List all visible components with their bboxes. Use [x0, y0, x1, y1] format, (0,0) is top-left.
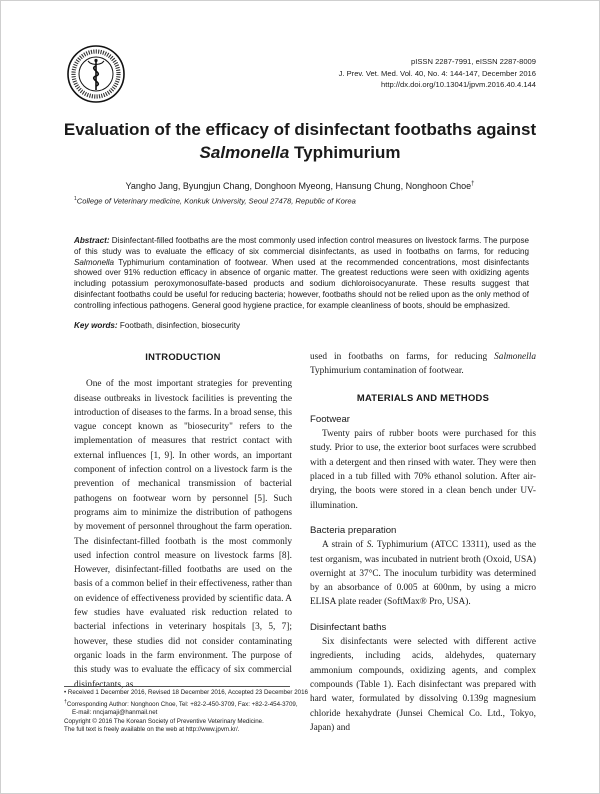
affiliation-mark: 1 — [74, 196, 77, 202]
intro-cont-b: Typhimurium contamination of footwear. — [310, 366, 464, 377]
corresponding-mark: † — [471, 181, 475, 187]
keywords — [74, 321, 240, 330]
footwear-heading: Footwear — [310, 413, 350, 425]
fulltext-availability: The full text is freely available on the web at http://www.jpvm.kr/. — [64, 726, 240, 734]
copyright-notice: Copyright © 2016 The Korean Society of Preventive Veterinary Medicine. — [64, 717, 264, 725]
abstract-text-b: Typhimurium contamination of footwear. When used at the recommended concentrations, most disinfectants showed over 91% reduction efficacy in absence of organic matter. The greatest reductions were seen with oxidizing agents including potassium peroxymonosulfate-based products and sodium dichloroisocyanurate. These results suggest that disinfectant footbaths could be useful for reducing bacteria; however, footbaths should not be relied upon as the only method of controlling infectious pathogens. General good hygiene practice, for example cleanliness of boots, should be emphasized. — [74, 257, 529, 310]
journal-metadata — [339, 56, 536, 91]
issn-line: pISSN 2287-7991, eISSN 2287-8009 — [411, 57, 536, 66]
corresponding-author — [64, 698, 304, 710]
methods-heading: MATERIALS AND METHODS — [356, 391, 490, 403]
article-title — [40, 118, 560, 164]
abstract-text-a: Disinfectant-filled footbaths are the most commonly used infection control measures on livestock farms. The purpose of this study was to evaluate the efficacy of six commercial disinfectants, as used in footbaths on farms, for reducing — [74, 236, 529, 256]
bacteria-text-b: Typhimurium (ATCC 13311), used as the test organism, was incubated in nutrient broth (Oxoid, USA) overnight at 37°C. The inoculum turbidity was determined by an absorbance of 0.005 at 600nm, by using a micro ELISA plate reader (SoftMax® Pro, USA). — [310, 540, 536, 608]
footwear-paragraph: Twenty pairs of rubber boots were purchased for this study. Prior to use, the exterior boot surfaces were scrubbed with a detergent and then rinsed with water. They were then placed in a tub filled with 70% ethanol solution. After air-drying, the boots were stored in a clean bench under UV-illumination. — [310, 429, 536, 511]
doi-link[interactable]: http://dx.doi.org/10.13041/jpvm.2016.40.4.144 — [381, 80, 536, 89]
author-list — [40, 181, 560, 191]
title-line-1: Evaluation of the efficacy of disinfectant footbaths against — [63, 120, 537, 139]
bacteria-italic: S. — [366, 540, 374, 551]
keywords-label: Key words: — [74, 321, 118, 330]
abstract-label: Abstract: — [74, 236, 110, 245]
disinfectant-heading: Disinfectant baths — [310, 621, 387, 633]
author-names: Yangho Jang, Byungjun Chang, Donghoon Myeong, Hansung Chung, Nonghoon Choe — [125, 181, 472, 191]
affiliation-text: College of Veterinary medicine, Konkuk University, Seoul 27478, Republic of Korea — [76, 196, 356, 206]
introduction-paragraph: One of the most important strategies for preventing disease outbreaks in livestock facilities is preventing the introduction of diseases to the farms. In a broad sense, this vague concept known as "biosecurity" refers to the implementation of measures that restrict contact with external influences [1, 9]. In other words, an important component of infection control on a livestock farm is the prevention of mechanical transmission of bacterial pathogens on footwear worn by personnel [5]. Such programs aim to minimize the distribution of pathogens by movement of personnel throughout the farm operation. The disinfectant-filled footbath is the most commonly used infection control measure on livestock farms [8]. However, disinfectant-filled footbaths are used on the basis of a common belief in their effectiveness, rather than on evidence of effectiveness provided by scientific data. A few studies have evaluated risk reduction related to bacterial infections in veterinary hospitals [3, 5, 7]; however, these studies did not consider contaminating organic loads in the farm environment. The purpose of this study was to evaluate the efficacy of six commercial disinfectants, as — [74, 379, 292, 690]
received-dates: • Received 1 December 2016, Revised 18 December 2016, Accepted 23 December 2016 — [64, 689, 308, 696]
title-italic-genus: Salmonella — [199, 143, 290, 162]
title-line-2-rest: Typhimurium — [289, 143, 401, 162]
keywords-text: Footbath, disinfection, biosecurity — [117, 321, 241, 330]
author-email[interactable]: E-mail: nncjamaji@hanmail.net — [72, 709, 158, 717]
abstract-italic: Salmonella — [74, 257, 115, 267]
corresponding-footnote-mark: † — [64, 698, 67, 705]
footnotes — [64, 686, 308, 735]
right-column — [310, 350, 536, 735]
bacteria-heading: Bacteria preparation — [310, 524, 397, 536]
bacteria-text-a: A strain of — [322, 540, 367, 551]
citation-line: J. Prev. Vet. Med. Vol. 40, No. 4: 144-147, December 2016 — [338, 68, 536, 78]
introduction-continuation — [310, 350, 536, 379]
corresponding-author-text: Corresponding Author: Nonghoon Choe, Tel: +82-2-450-3709, Fax: +82-2-454-3709, — [66, 700, 298, 708]
left-column — [74, 350, 292, 692]
disinfectant-paragraph: Six disinfectants were selected with different active ingredients, including acids, aldehydes, quaternary ammonium compounds, oxidizing agents, and complex compounds (Table 1). Each disinfectant was prepared with hard water, formulated by dissolving 0.139g magnesium chloride hexahydrate (Junsei Chemical Co. Ltd., Tokyo, Japan) and — [310, 637, 536, 733]
introduction-heading: INTRODUCTION — [145, 351, 221, 362]
abstract — [74, 236, 529, 312]
footnote-rule — [64, 686, 290, 687]
bacteria-paragraph — [310, 538, 536, 609]
title-line-2 — [40, 141, 560, 164]
caduceus-seal-icon — [66, 44, 126, 104]
intro-cont-a: used in footbaths on farms, for reducing — [310, 352, 495, 362]
affiliation — [74, 196, 356, 206]
intro-cont-italic: Salmonella — [494, 352, 536, 362]
